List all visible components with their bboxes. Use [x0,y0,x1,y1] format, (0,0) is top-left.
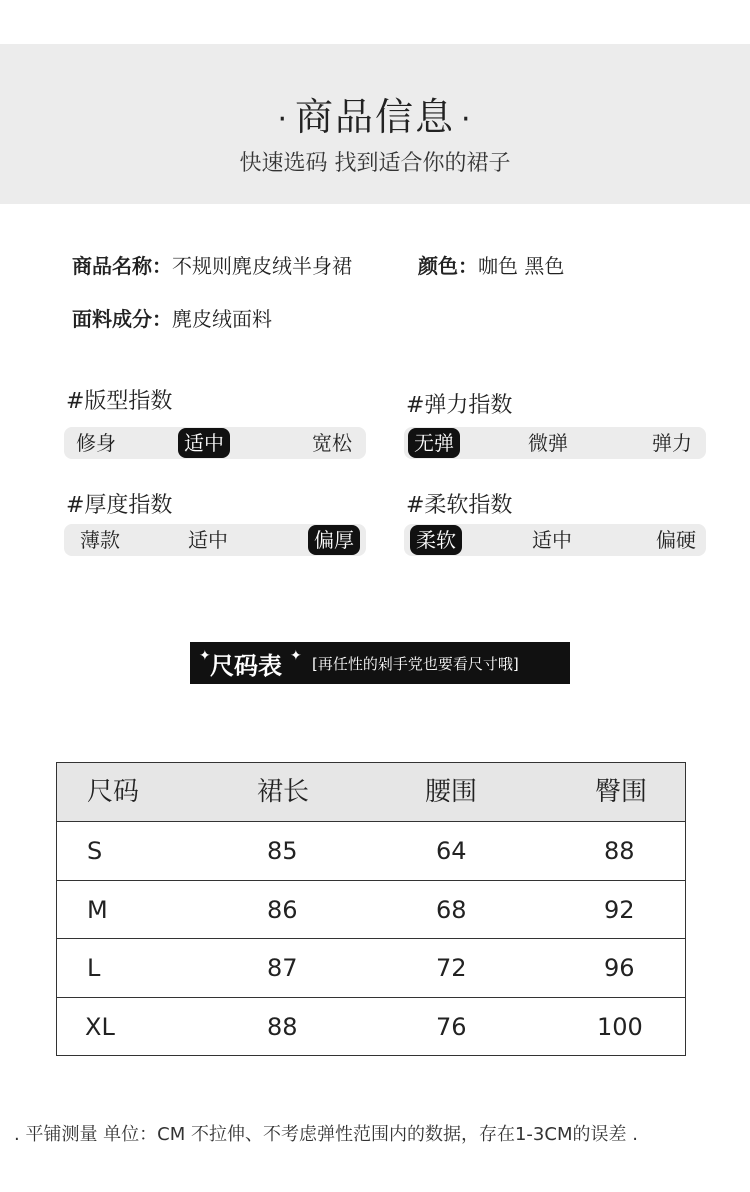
header-size: 尺码 [87,777,140,807]
cell-size: S [87,837,103,865]
elastic-option-slight: 微弹 [528,431,568,455]
product-color-value: 咖色 黑色 [478,254,565,278]
table-row [57,997,685,1056]
sparkle-left-icon: ✦ [199,648,211,664]
product-material-label: 面料成分： [72,307,172,331]
product-name-label: 商品名称： [72,254,172,278]
measurement-note: . 平铺测量 单位：CM 不拉伸、不考虑弹性范围内的数据，存在1-3CM的误差 . [14,1124,638,1145]
cell-hip: 88 [604,837,635,865]
cell-hip: 100 [597,1012,643,1041]
size-table [56,762,686,1056]
product-material [72,303,272,332]
table-header-row [57,763,685,821]
table-row [57,880,685,939]
product-color-label: 颜色： [418,254,478,278]
size-chart-heading: 尺码表 [210,652,282,680]
elastic-index-title: #弹力指数 [406,393,513,418]
table-row [57,821,685,880]
cell-length: 85 [267,837,298,865]
softness-index-scale [404,524,706,556]
size-chart-banner [190,642,570,684]
product-name [72,250,352,279]
cell-length: 88 [267,1012,298,1041]
title-dot-right: · [461,102,473,137]
elastic-index-scale [404,427,706,459]
softness-index-title: #柔软指数 [406,493,513,518]
elastic-option-none-selected: 无弹 [408,428,460,458]
header-waist: 腰围 [425,777,478,807]
product-color [418,250,564,279]
thickness-index-scale [64,524,366,556]
thickness-index-title: #厚度指数 [66,493,173,518]
fit-option-loose: 宽松 [312,431,352,455]
header-length: 裙长 [257,777,310,807]
elastic-option-stretch: 弹力 [652,431,692,455]
product-material-value: 麂皮绒面料 [172,307,272,331]
softness-option-soft-selected: 柔软 [410,525,462,555]
softness-option-stiff: 偏硬 [656,528,696,552]
size-chart-tagline: [再任性的剁手党也要看尺寸哦] [312,655,519,673]
sparkle-right-icon: ✦ [290,648,302,664]
cell-waist: 76 [436,1012,467,1041]
cell-size: M [87,895,108,924]
header-hip: 臀围 [595,777,648,807]
cell-hip: 96 [604,954,635,982]
title-text: 商品信息 [294,95,455,139]
fit-option-regular-selected: 适中 [178,428,230,458]
thickness-option-medium: 适中 [188,528,228,552]
fit-index-title: #版型指数 [66,389,173,414]
page-subtitle: 快速选码 找到适合你的裙子 [239,151,511,176]
table-row [57,938,685,997]
cell-waist: 68 [436,895,467,924]
thickness-option-thick-selected: 偏厚 [308,525,360,555]
cell-size: XL [85,1012,115,1041]
cell-hip: 92 [604,895,635,924]
page-title [0,86,750,141]
fit-index-scale [64,427,366,459]
title-dot-left: · [277,102,289,137]
cell-waist: 72 [436,954,467,982]
softness-option-medium: 适中 [532,528,572,552]
cell-length: 87 [267,954,298,982]
product-name-value: 不规则麂皮绒半身裙 [172,254,352,278]
thickness-option-thin: 薄款 [80,528,120,552]
fit-option-slim: 修身 [76,431,116,455]
cell-size: L [87,954,101,982]
cell-length: 86 [267,895,298,924]
cell-waist: 64 [436,837,467,865]
